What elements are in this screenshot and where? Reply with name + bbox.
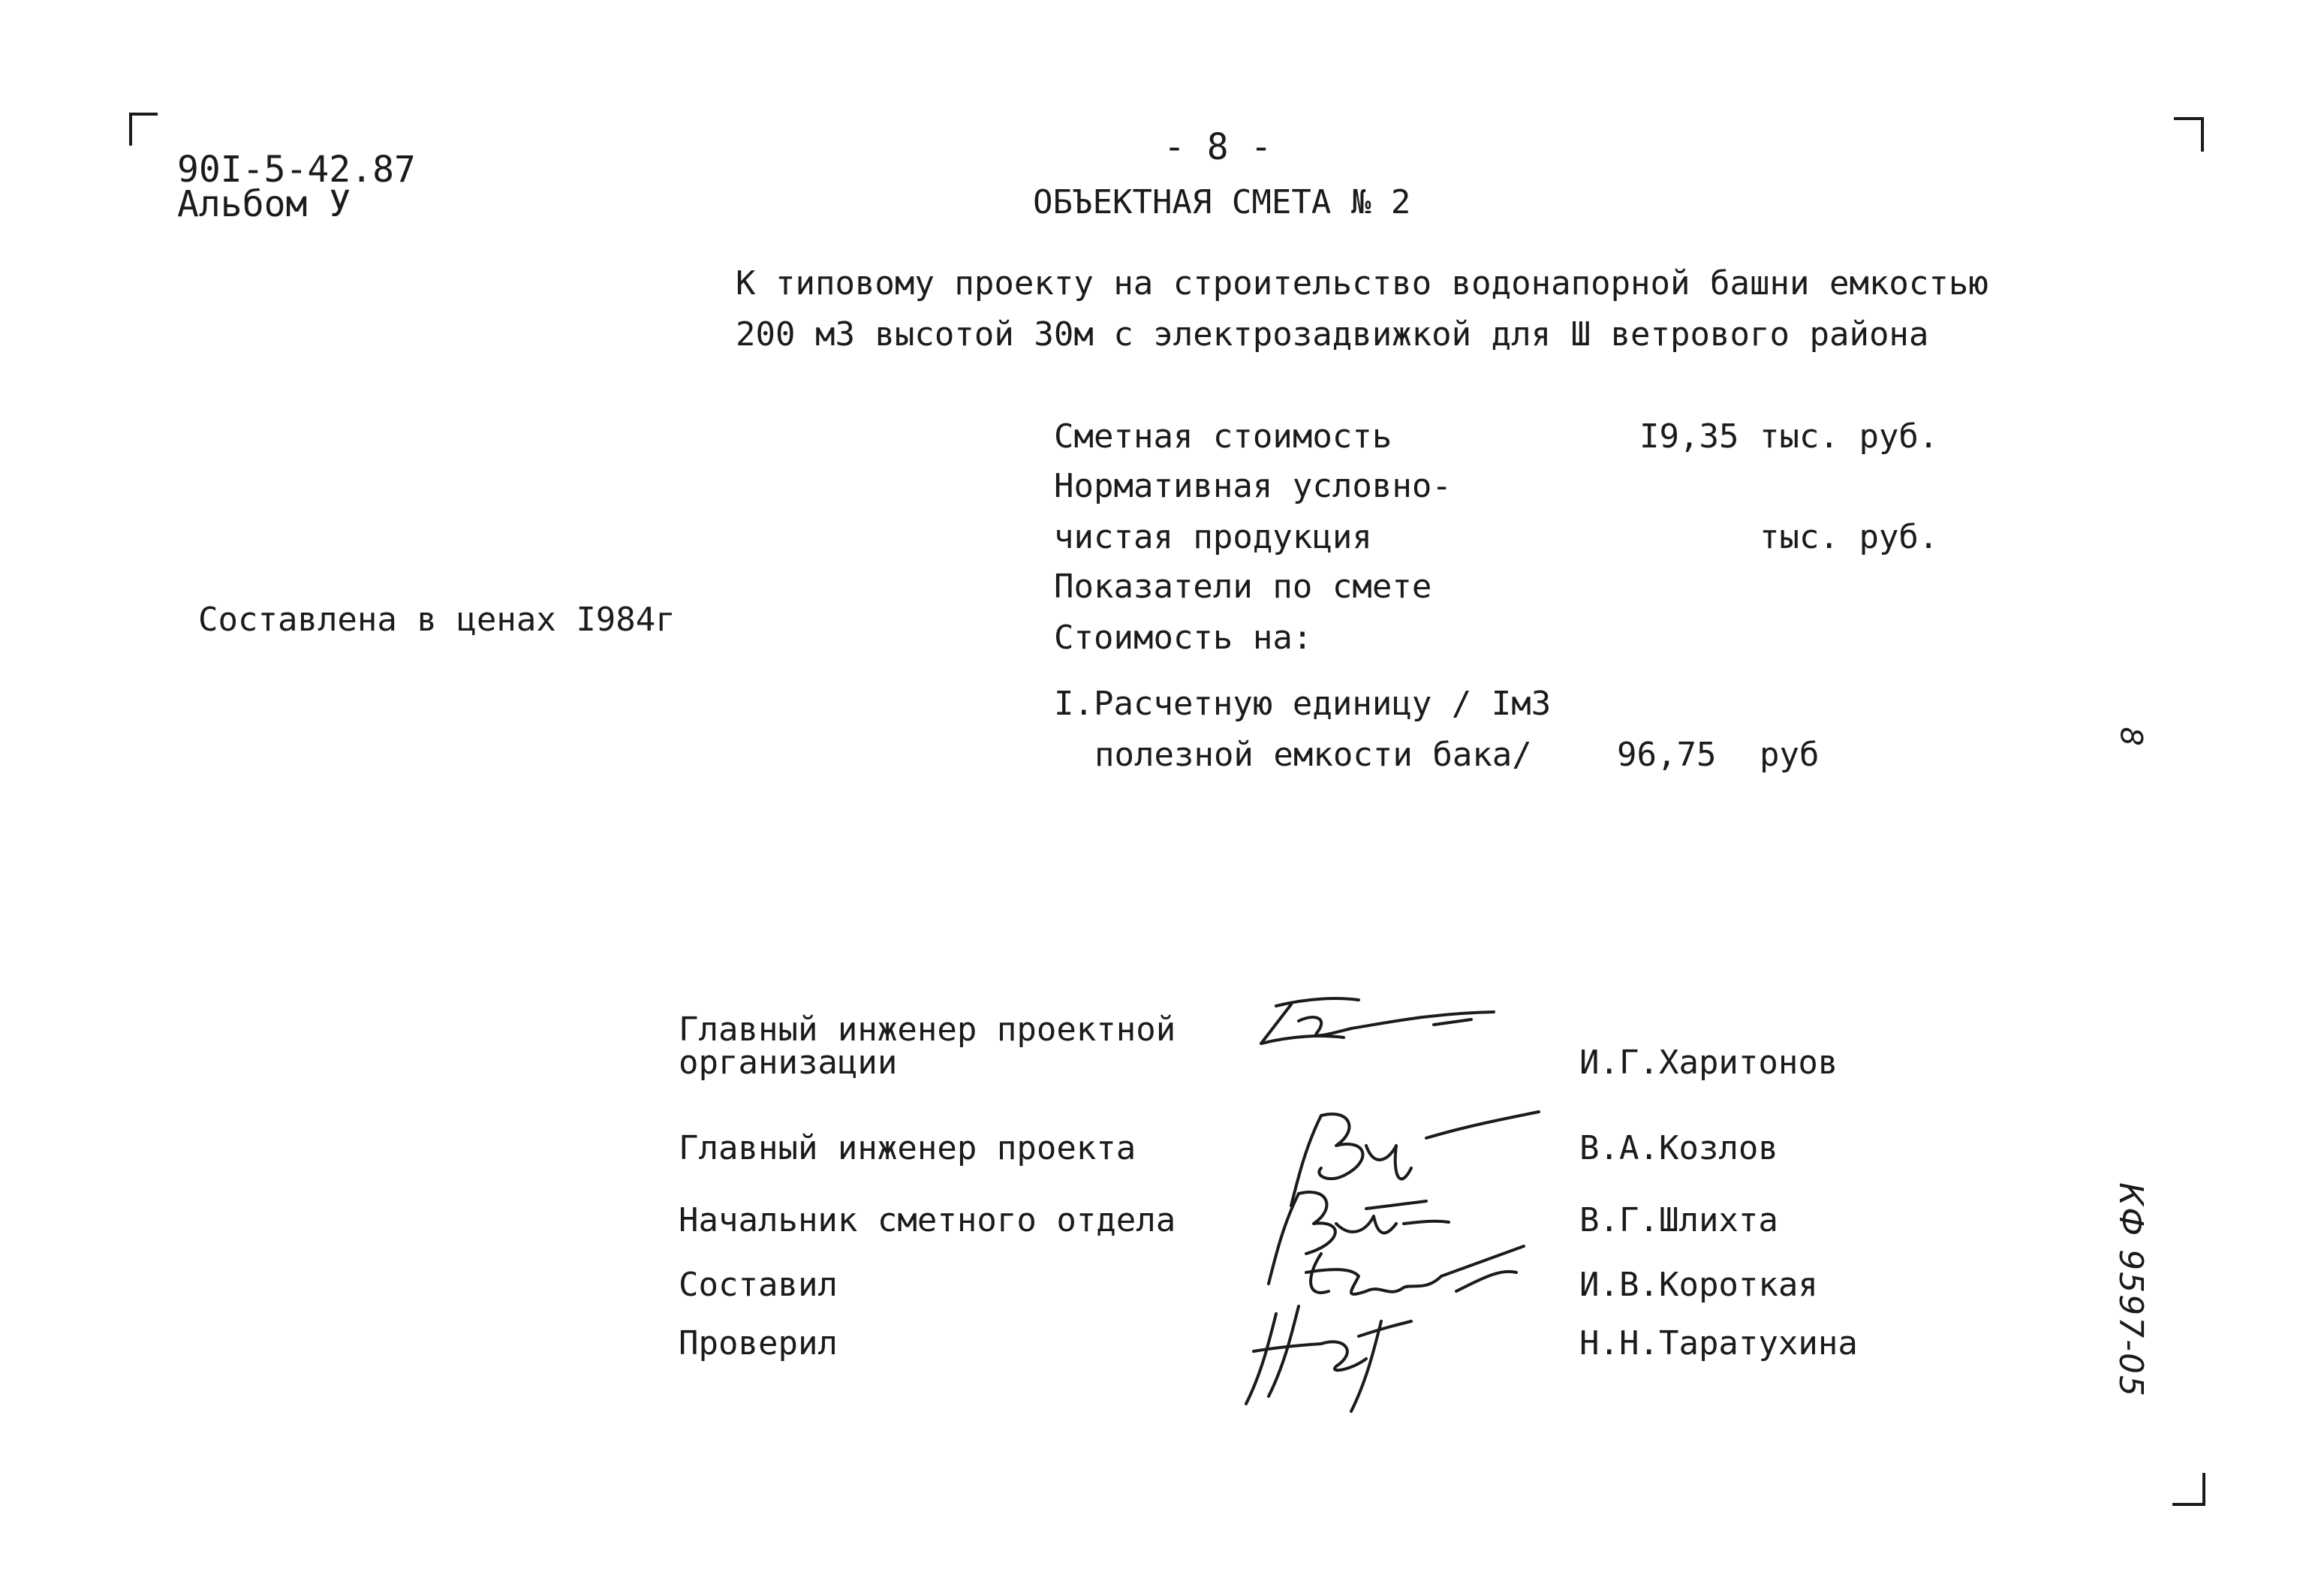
estimated-cost-unit: тыс. руб. — [1760, 417, 1939, 456]
unit-cost-value: 96,75 — [1617, 736, 1717, 774]
signatory-2-name: В.А.Козлов — [1579, 1129, 1778, 1167]
signatory-4-name: И.В.Короткая — [1579, 1266, 1818, 1304]
signatory-1-position: Главный инженер проектной — [679, 1010, 1176, 1049]
estimate-title: ОБЪЕКТНАЯ СМЕТА № 2 — [1033, 183, 1411, 221]
normative-production-label-2: чистая продукция — [1054, 518, 1372, 556]
cost-per-label: Стоимость на: — [1054, 619, 1313, 657]
normative-production-unit: тыс. руб. — [1760, 518, 1939, 556]
signatory-1-position-2: организации — [679, 1043, 898, 1082]
normative-production-label-1: Нормативная условно- — [1054, 467, 1452, 505]
prices-note: Составлена в ценах I984г — [198, 601, 676, 639]
estimated-cost-value: I9,35 — [1639, 417, 1739, 456]
inventory-stamp — [2112, 1182, 2150, 1430]
corner-mark-top-right — [2174, 117, 2204, 152]
signatory-5-position: Проверил — [679, 1324, 838, 1363]
subject-line-1: К типовому проекту на строительство водонапорной башни емкостью — [736, 264, 1988, 303]
unit-cost-label-2: полезной емкости бака/ — [1094, 736, 1532, 774]
signatory-2-position: Главный инженер проекта — [679, 1129, 1136, 1167]
indicators-label: Показатели по смете — [1054, 568, 1432, 606]
corner-mark-top-left — [129, 113, 158, 146]
corner-mark-bottom-right — [2172, 1473, 2205, 1506]
signatory-3-name: В.Г.Шлихта — [1579, 1201, 1778, 1239]
signatory-1-name: И.Г.Харитонов — [1579, 1043, 1838, 1082]
signatory-4-position: Составил — [679, 1266, 838, 1304]
subject-line-2: 200 м3 высотой 30м с электрозадвижкой для Ш ветрового района — [736, 315, 1929, 354]
signatory-3-position: Начальник сметного отдела — [679, 1201, 1176, 1239]
unit-cost-unit: руб — [1760, 736, 1820, 774]
estimated-cost-label: Сметная стоимость — [1054, 417, 1392, 456]
inventory-stamp-text: КФ 9597-05 — [2112, 1182, 2150, 1398]
document-code: 90I-5-42.87 — [177, 149, 416, 191]
album-label: Альбом У — [177, 183, 351, 225]
signature-1 — [1246, 991, 1501, 1058]
unit-cost-label-1: I.Расчетную единицу / IмЗ — [1054, 685, 1552, 723]
handwritten-page-mark: 8 — [2113, 727, 2148, 746]
signature-5 — [1231, 1291, 1426, 1419]
page-number: - 8 - — [1164, 126, 1272, 168]
signatory-5-name: Н.Н.Таратухина — [1579, 1324, 1858, 1363]
